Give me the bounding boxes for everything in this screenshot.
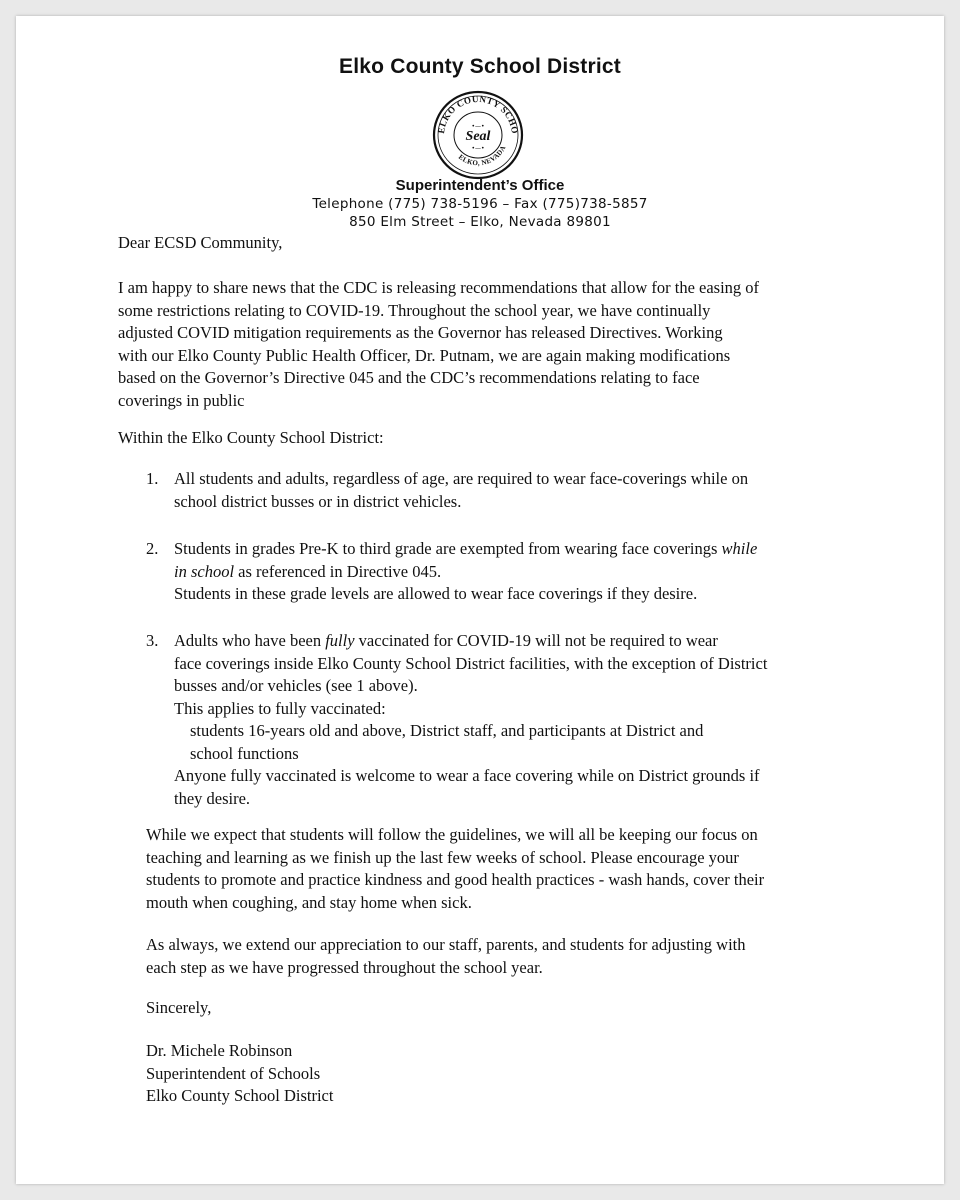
item-line: students 16-years old and above, District staff, and participants at District and	[190, 721, 704, 740]
list-item-2	[174, 538, 757, 606]
signer-name: Dr. Michele Robinson	[146, 1041, 293, 1060]
intro-line: based on the Governor’s Directive 045 and the CDC’s recommendations relating to face	[118, 368, 700, 387]
item-line: Students in these grade levels are allowed to wear face coverings if they desire.	[174, 584, 698, 603]
item-line: All students and adults, regardless of age, are required to wear face-coverings while on	[174, 469, 749, 488]
item-number: 3.	[146, 631, 159, 650]
item-emphasis: while	[721, 539, 758, 558]
paragraph-line: While we expect that students will follow the guidelines, we will all be keeping our focus on	[146, 825, 758, 844]
signer-org: Elko County School District	[146, 1086, 334, 1105]
item-text: Students in grades Pre-K to third grade are exempted from wearing face coverings	[174, 539, 722, 558]
intro-line: adjusted COVID mitigation requirements as the Governor has released Directives. Working	[118, 323, 723, 342]
item-number: 1.	[146, 469, 159, 488]
intro-line: coverings in public	[118, 390, 245, 410]
district-title: Elko County School District	[339, 55, 621, 78]
intro-line: I am happy to share news that the CDC is releasing recommendations that allow for the easing of	[118, 278, 760, 297]
svg-text:ELKO, NEVADA: ELKO, NEVADA	[456, 144, 508, 168]
item-line: busses and/or vehicles (see 1 above).	[174, 676, 418, 695]
svg-text:Seal: Seal	[465, 129, 491, 144]
guidelines-paragraph	[146, 824, 764, 914]
item-line	[174, 538, 757, 561]
greeting: Dear ECSD Community,	[118, 233, 283, 252]
svg-text:•—•: •—•	[471, 123, 485, 130]
phone-fax-line: Telephone (775) 738-5196 – Fax (775)738-5857	[312, 196, 648, 212]
signature-block	[146, 1040, 333, 1108]
item-line: they desire.	[174, 788, 251, 808]
item-line: face coverings inside Elko County School District facilities, with the exception of District	[174, 653, 768, 673]
paragraph-line: mouth when coughing, and stay home when sick.	[146, 892, 472, 912]
svg-text:ELKO COUNTY SCHOOL DISTRICT: ELKO COUNTY SCHO	[436, 93, 521, 135]
paragraph-line: As always, we extend our appreciation to our staff, parents, and students for adjusting with	[146, 935, 746, 954]
paragraph-line: students to promote and practice kindness and good health practices - wash hands, cover their	[146, 870, 765, 889]
item-line: school functions	[190, 743, 299, 763]
list-item-3	[174, 630, 767, 810]
paragraph-line: each step as we have progressed throughout the school year.	[146, 957, 543, 977]
address-line: 850 Elm Street – Elko, Nevada 89801	[349, 214, 611, 230]
item-line: This applies to fully vaccinated:	[174, 698, 386, 718]
intro-line: with our Elko County Public Health Officer, Dr. Putnam, we are again making modifications	[118, 345, 731, 365]
item-line: school district busses or in district vehicles.	[174, 491, 462, 511]
within-heading: Within the Elko County School District:	[118, 428, 384, 447]
item-text: Adults who have been	[174, 631, 326, 650]
intro-line: some restrictions relating to COVID-19. Throughout the school year, we have continually	[118, 300, 711, 320]
item-emphasis: fully	[325, 631, 355, 650]
svg-text:•—•: •—•	[471, 145, 485, 152]
list-item-1	[174, 468, 748, 513]
district-seal	[428, 88, 528, 180]
signer-title: Superintendent of Schools	[146, 1063, 321, 1083]
item-emphasis: in school	[174, 561, 235, 581]
signoff: Sincerely,	[146, 998, 212, 1017]
item-number: 2.	[146, 539, 159, 558]
item-line	[174, 630, 767, 653]
appreciation-paragraph	[146, 934, 746, 979]
office-heading: Superintendent’s Office	[395, 177, 565, 194]
item-text: as referenced in Directive 045.	[234, 561, 442, 581]
item-line: Anyone fully vaccinated is welcome to wear a face covering while on District grounds if	[174, 766, 760, 785]
intro-paragraph	[118, 277, 759, 412]
paragraph-line: teaching and learning as we finish up the last few weeks of school. Please encourage your	[146, 847, 739, 867]
seal-graphic	[428, 88, 528, 180]
item-text: vaccinated for COVID-19 will not be required to wear	[354, 631, 718, 650]
item-line	[174, 561, 757, 584]
